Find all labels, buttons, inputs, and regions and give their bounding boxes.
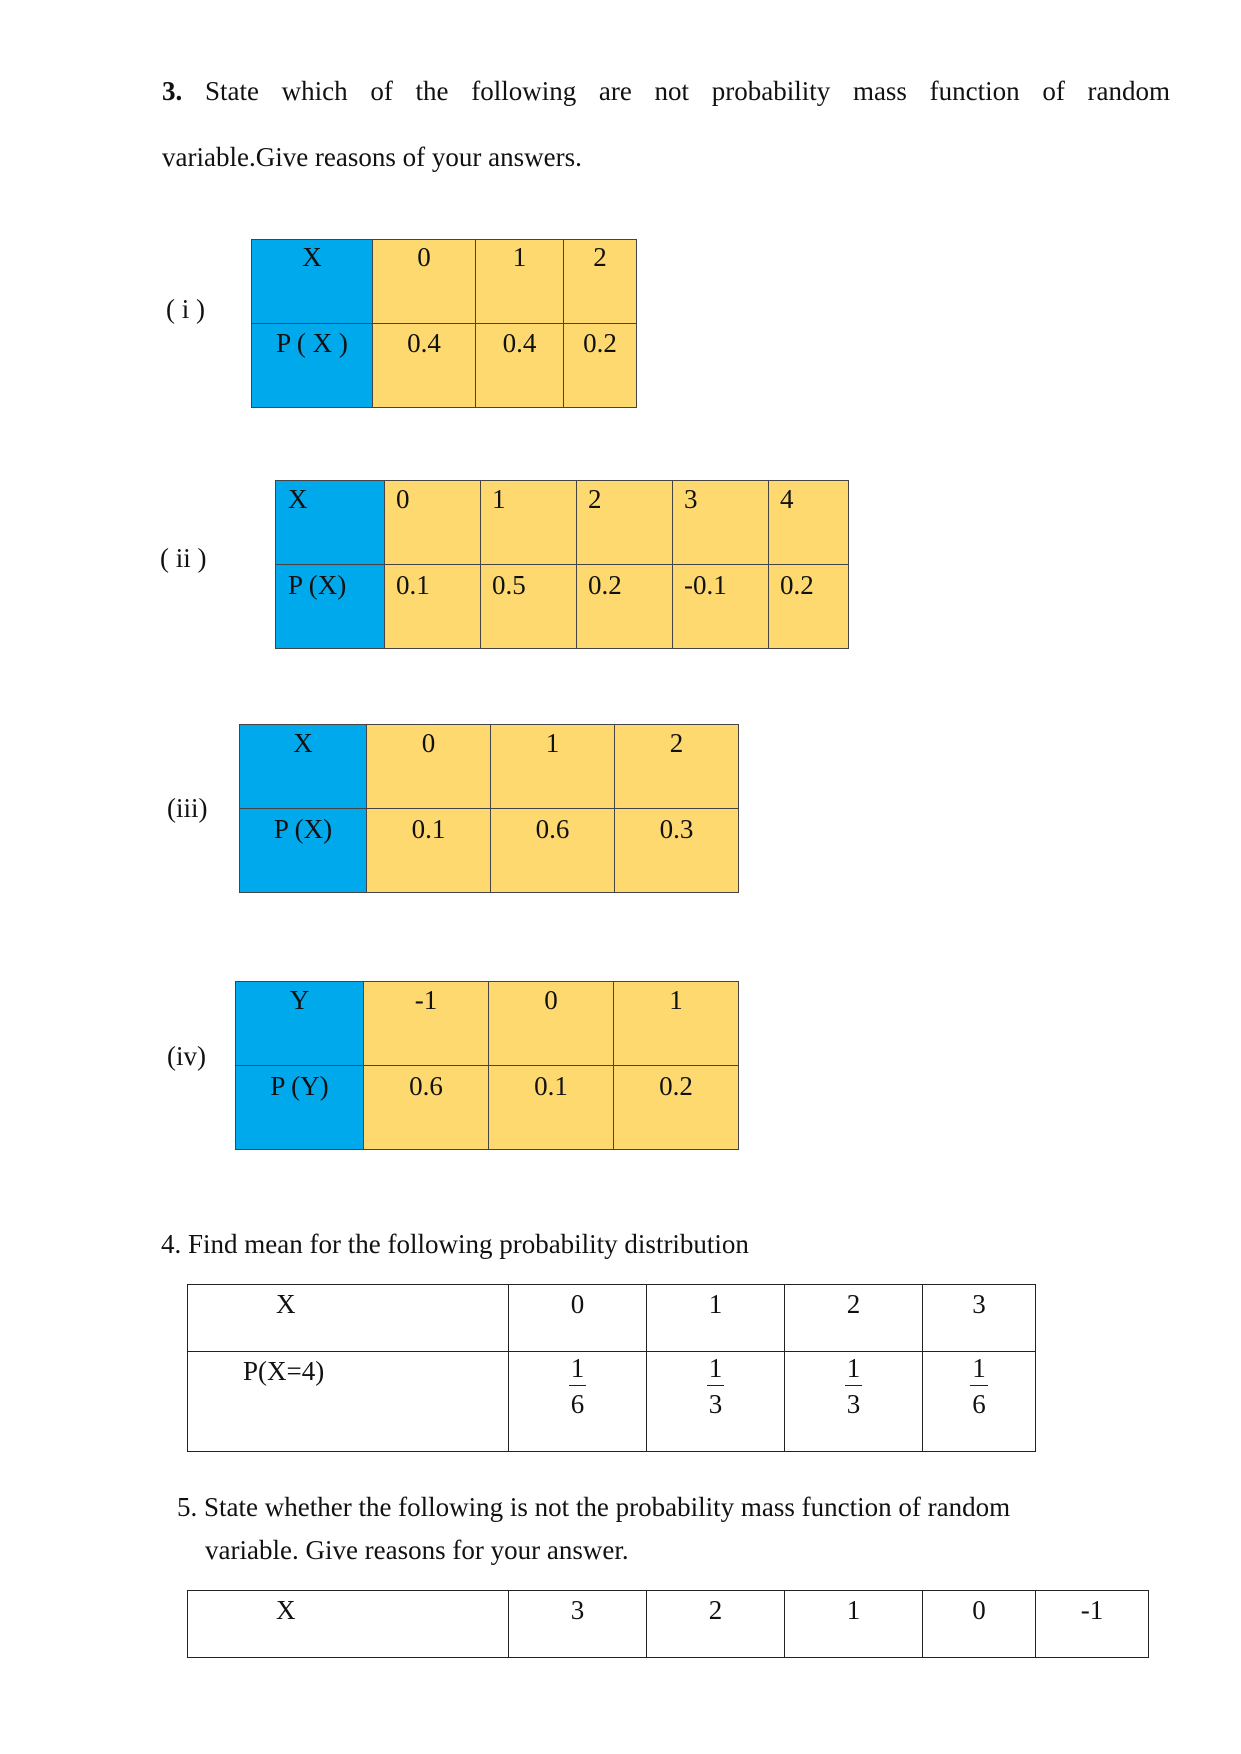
cell-p: -0.1 <box>673 565 769 649</box>
q3-prompt-line1 <box>162 78 1170 105</box>
cell-p: 0.3 <box>615 809 739 893</box>
cell-x: -1 <box>1036 1591 1149 1658</box>
cell-x: 3 <box>923 1285 1036 1352</box>
table-q4 <box>187 1284 1036 1452</box>
table-part-iii <box>239 724 739 893</box>
cell-x: 0 <box>509 1285 647 1352</box>
cell-head-p: P (X) <box>240 809 367 893</box>
cell-p: 0.2 <box>577 565 673 649</box>
cell-head-x: Y <box>236 982 364 1066</box>
cell-head-x: X <box>252 240 373 324</box>
cell-x: 1 <box>481 481 577 565</box>
cell-p <box>785 1352 923 1452</box>
cell-p: 0.5 <box>481 565 577 649</box>
table-part-iv <box>235 981 739 1150</box>
fraction: $\frac{1}{6}$ <box>972 1353 986 1419</box>
cell-head-p: P (Y) <box>236 1066 364 1150</box>
cell-p: 0.2 <box>564 324 637 408</box>
cell-x: 0 <box>367 725 491 809</box>
cell-x: 0 <box>489 982 614 1066</box>
cell-p <box>509 1352 647 1452</box>
cell-x: 1 <box>491 725 615 809</box>
part-ii-label: ( ii ) <box>160 543 207 573</box>
q5-prompt-line2: variable. Give reasons for your answer. <box>205 1535 629 1565</box>
cell-p: 0.2 <box>614 1066 739 1150</box>
q5-prompt-line1: 5. State whether the following is not the probability mass function of random <box>177 1492 1011 1522</box>
cell-x: 2 <box>577 481 673 565</box>
part-i-label: ( i ) <box>166 294 205 324</box>
cell-head-x: X <box>188 1591 509 1658</box>
part-iii-label: (iii) <box>167 793 208 823</box>
cell-x: 4 <box>769 481 849 565</box>
cell-head-p: P(X=4) <box>188 1352 509 1452</box>
table-q5 <box>187 1590 1149 1658</box>
cell-p: 0.6 <box>491 809 615 893</box>
q3-prompt-line2: variable.Give reasons of your answers. <box>162 142 582 172</box>
cell-p: 0.1 <box>385 565 481 649</box>
cell-x: 0 <box>923 1591 1036 1658</box>
fraction: $\frac{1}{6}$ <box>570 1353 585 1419</box>
q4-prompt: 4. Find mean for the following probability distribution <box>161 1229 749 1259</box>
table-part-i <box>251 239 637 408</box>
cell-p: 0.6 <box>364 1066 489 1150</box>
cell-x: 0 <box>385 481 481 565</box>
cell-head-x: X <box>188 1285 509 1352</box>
cell-p: 0.1 <box>489 1066 614 1150</box>
cell-p: 0.4 <box>476 324 564 408</box>
cell-x: 3 <box>673 481 769 565</box>
cell-x: 2 <box>647 1591 785 1658</box>
cell-p: 0.1 <box>367 809 491 893</box>
cell-x: 2 <box>785 1285 923 1352</box>
cell-head-x: X <box>240 725 367 809</box>
fraction: $\frac{1}{3}$ <box>846 1353 861 1419</box>
cell-p <box>923 1352 1036 1452</box>
cell-x: 1 <box>785 1591 923 1658</box>
cell-x: 0 <box>373 240 476 324</box>
cell-x: 2 <box>615 725 739 809</box>
table-part-ii <box>275 480 849 649</box>
q3-line1-text: State which of the following are not probability mass function of random <box>204 76 1170 106</box>
cell-x: -1 <box>364 982 489 1066</box>
cell-p <box>647 1352 785 1452</box>
part-iv-label: (iv) <box>167 1041 206 1071</box>
cell-x: 1 <box>614 982 739 1066</box>
cell-x: 3 <box>509 1591 647 1658</box>
cell-x: 1 <box>476 240 564 324</box>
cell-x: 1 <box>647 1285 785 1352</box>
cell-head-p: P (X) <box>276 565 385 649</box>
q3-number: 3. <box>162 76 183 106</box>
cell-p: 0.4 <box>373 324 476 408</box>
cell-head-x: X <box>276 481 385 565</box>
cell-x: 2 <box>564 240 637 324</box>
fraction: $\frac{1}{3}$ <box>708 1353 723 1419</box>
cell-p: 0.2 <box>769 565 849 649</box>
cell-head-p: P ( X ) <box>252 324 373 408</box>
